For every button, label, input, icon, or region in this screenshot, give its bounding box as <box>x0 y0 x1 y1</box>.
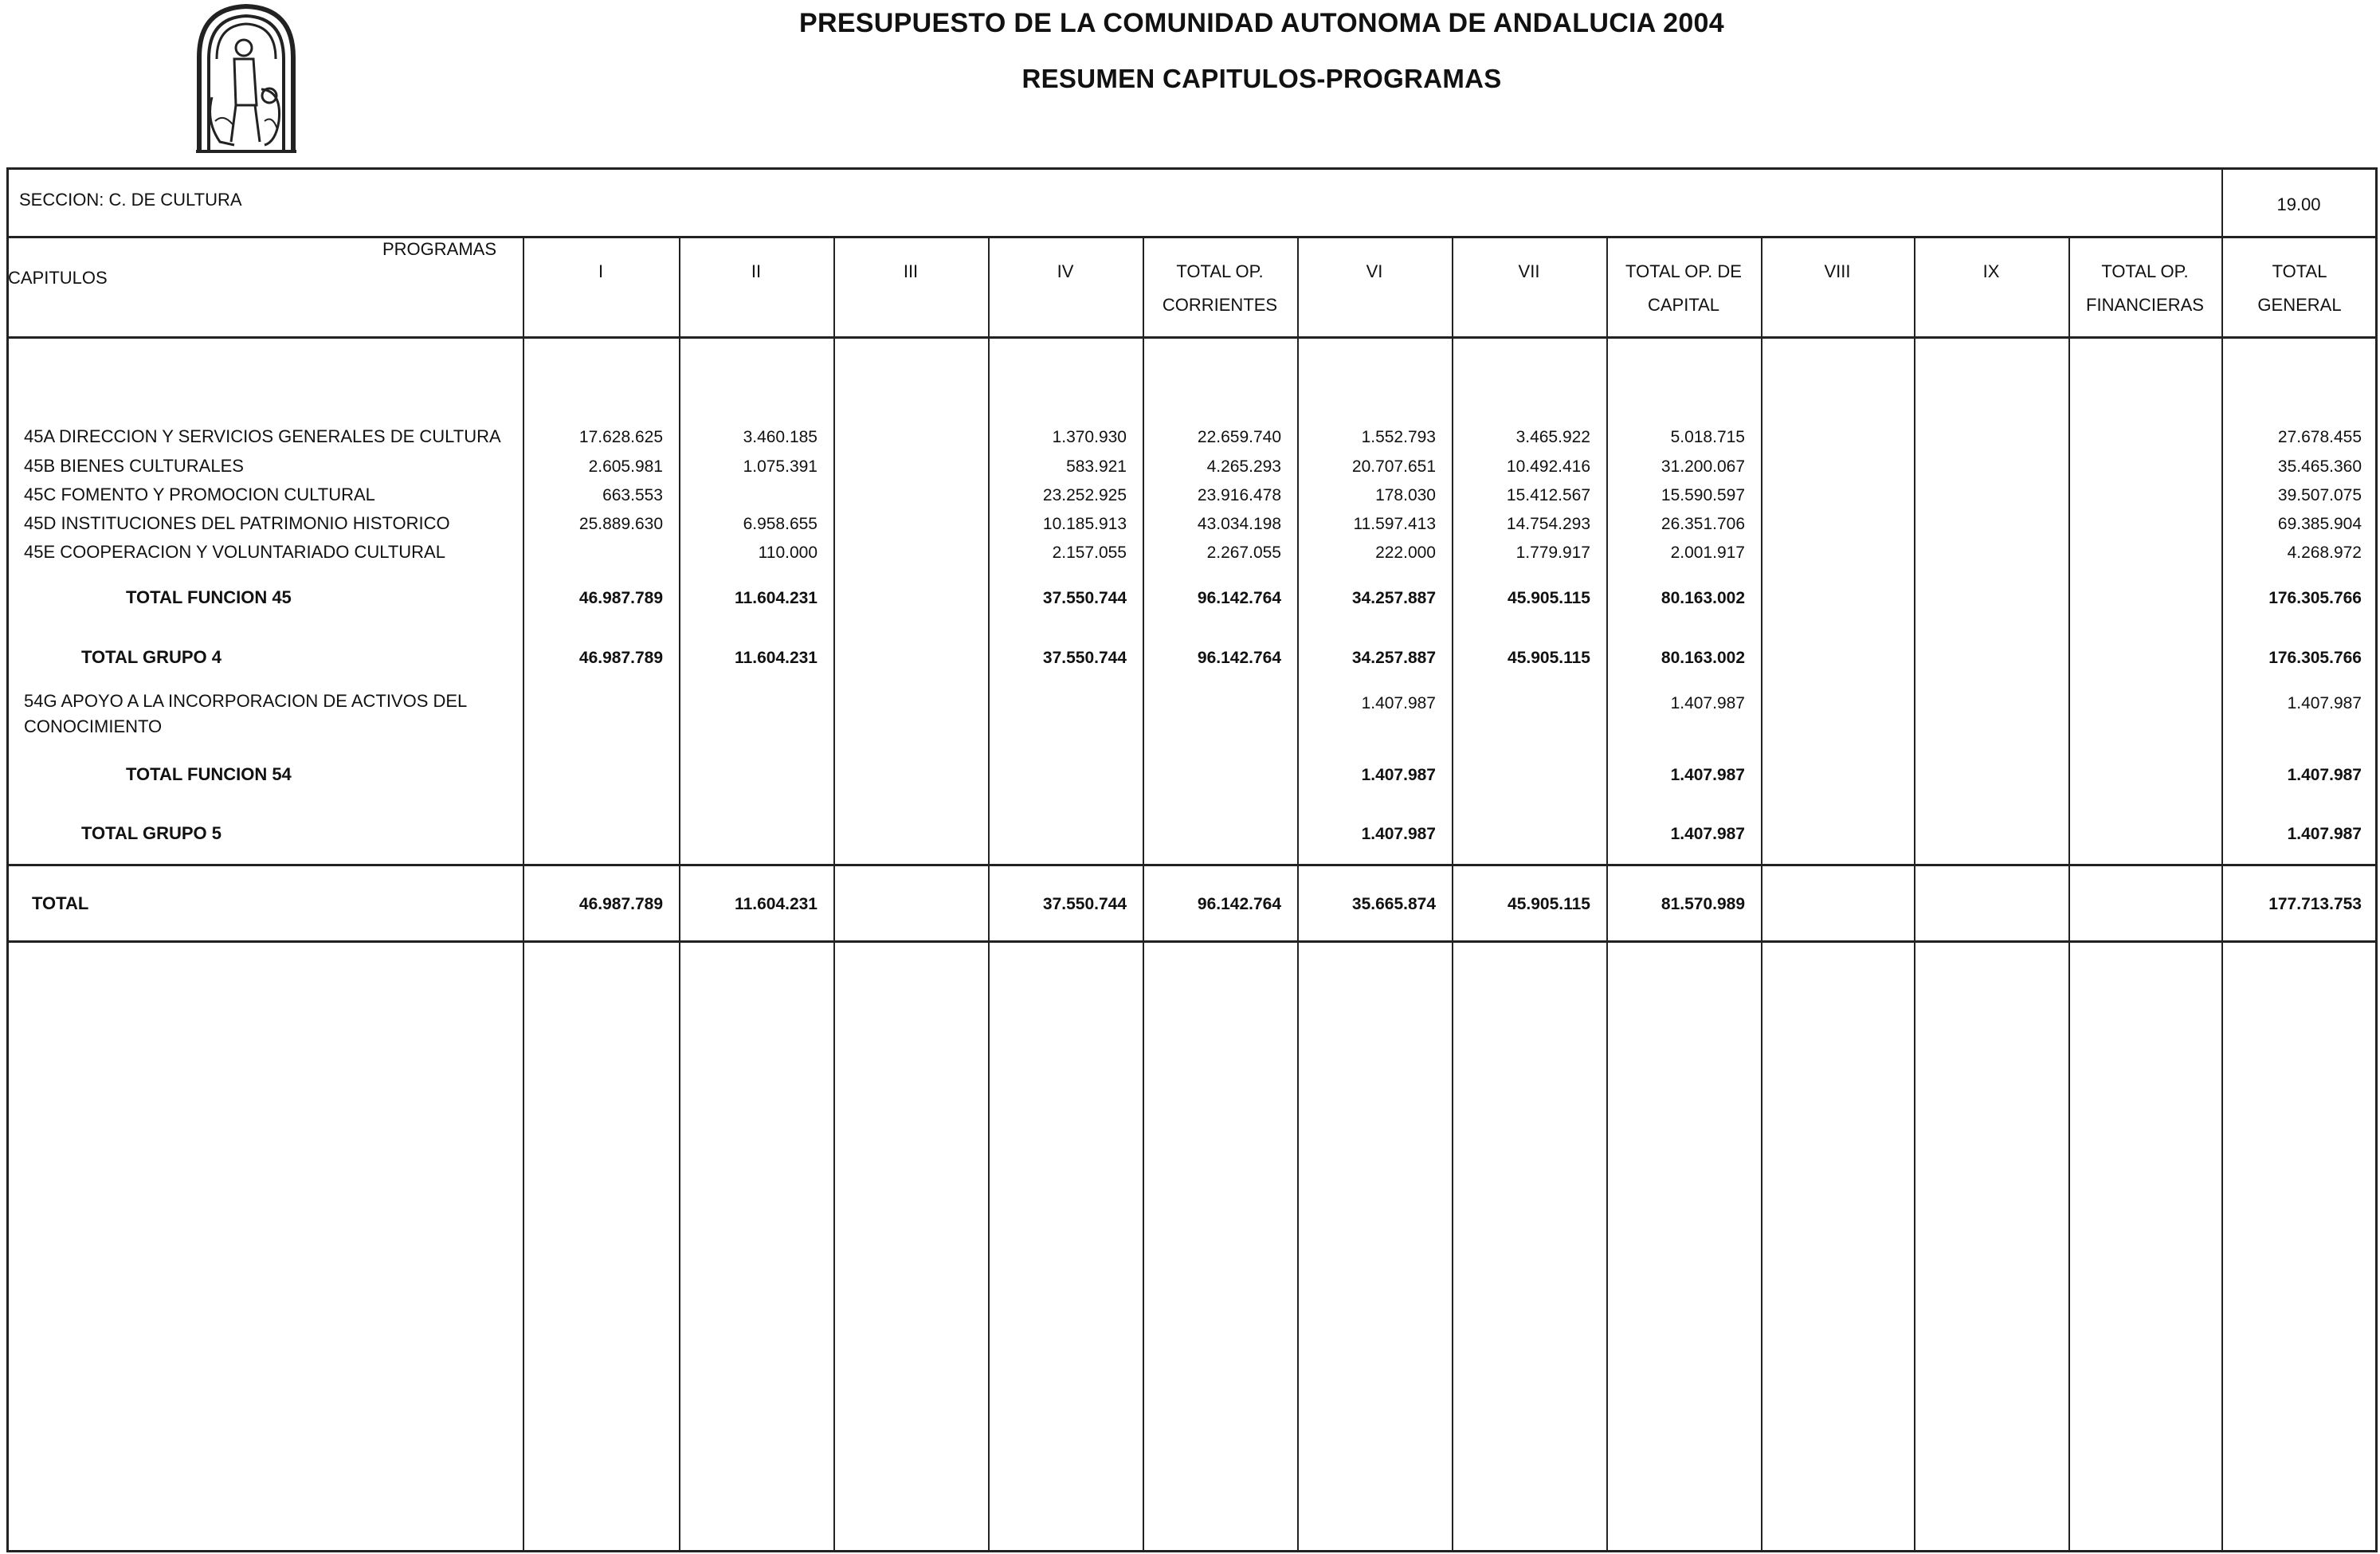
row-label: 45D INSTITUCIONES DEL PATRIMONIO HISTORICO <box>24 513 450 533</box>
row-label: TOTAL GRUPO 4 <box>81 647 222 667</box>
row-label: TOTAL FUNCION 54 <box>126 764 292 784</box>
table-cell: 3.465.922 <box>1515 428 1590 446</box>
column-header-line1: III <box>903 261 919 281</box>
total-top-divider <box>6 864 2378 866</box>
column-header-line1: TOTAL OP. <box>2101 261 2189 281</box>
row-label: 45B BIENES CULTURALES <box>24 456 244 476</box>
table-cell: 176.305.766 <box>2268 649 2362 667</box>
column-header-line2: GENERAL <box>2257 295 2342 315</box>
table-cell: 10.492.416 <box>1506 457 1590 476</box>
budget-table-frame <box>6 167 2378 1552</box>
table-cell: 80.163.002 <box>1661 589 1745 607</box>
column-header-line1: TOTAL OP. DE <box>1625 261 1742 281</box>
row-label: 45A DIRECCION Y SERVICIOS GENERALES DE CULTURA <box>24 426 501 446</box>
column-header <box>2068 255 2221 322</box>
table-cell: 6.958.655 <box>743 515 818 533</box>
row-label: 45C FOMENTO Y PROMOCION CULTURAL <box>24 485 375 504</box>
column-divider <box>1914 236 1915 1552</box>
row-label-continuation: CONOCIMIENTO <box>24 716 163 736</box>
row-label: 45E COOPERACION Y VOLUNTARIADO CULTURAL <box>24 542 445 562</box>
table-cell: 81.570.989 <box>1661 895 1745 913</box>
column-header-line2: CAPITAL <box>1647 295 1720 315</box>
table-cell: 27.678.455 <box>2277 428 2362 446</box>
column-header-line1: VI <box>1366 261 1383 281</box>
table-cell: 1.407.987 <box>2287 766 2362 784</box>
table-cell: 45.905.115 <box>1508 589 1590 607</box>
header-divider <box>6 336 2378 339</box>
table-cell: 80.163.002 <box>1661 649 1745 667</box>
column-divider <box>2068 236 2070 1552</box>
table-cell: 177.713.753 <box>2268 895 2362 913</box>
total-bottom-divider <box>6 940 2378 943</box>
column-header-line1: VIII <box>1824 261 1851 281</box>
section-label: SECCION: C. DE CULTURA <box>19 190 242 210</box>
column-header-line2: FINANCIERAS <box>2086 295 2204 315</box>
table-cell: 96.142.764 <box>1197 895 1281 913</box>
table-cell: 4.268.972 <box>2287 544 2362 562</box>
table-cell: 1.407.987 <box>1361 766 1436 784</box>
row-label: TOTAL FUNCION 45 <box>126 587 292 607</box>
column-header <box>679 255 833 288</box>
table-cell: 37.550.744 <box>1042 589 1127 607</box>
table-cell: 22.659.740 <box>1197 428 1281 446</box>
table-cell: 1.407.987 <box>2287 825 2362 843</box>
table-cell: 1.075.391 <box>743 457 818 476</box>
table-cell: 43.034.198 <box>1197 515 1281 533</box>
table-cell: 2.605.981 <box>588 457 663 476</box>
table-cell: 31.200.067 <box>1661 457 1745 476</box>
table-cell: 46.987.789 <box>578 589 663 607</box>
table-cell: 1.370.930 <box>1052 428 1127 446</box>
table-cell: 37.550.744 <box>1042 649 1127 667</box>
column-header-line1: TOTAL <box>2272 261 2327 281</box>
table-cell: 583.921 <box>1066 457 1127 476</box>
table-cell: 69.385.904 <box>2277 515 2362 533</box>
column-header <box>1606 255 1761 322</box>
table-cell: 96.142.764 <box>1197 649 1281 667</box>
table-cell: 1.407.987 <box>1670 694 1745 712</box>
table-cell: 35.665.874 <box>1351 895 1436 913</box>
table-cell: 39.507.075 <box>2277 486 2362 504</box>
page-title: PRESUPUESTO DE LA COMUNIDAD AUTONOMA DE ANDALUCIA 2004 <box>799 8 1724 38</box>
column-divider <box>1761 236 1762 1552</box>
table-cell: 11.597.413 <box>1353 515 1436 533</box>
section-code: 19.00 <box>2276 194 2321 214</box>
total-row-label: TOTAL <box>32 893 89 913</box>
column-header <box>2221 255 2378 322</box>
table-cell: 1.407.987 <box>2287 694 2362 712</box>
table-cell: 45.905.115 <box>1508 895 1590 913</box>
table-cell: 96.142.764 <box>1197 589 1281 607</box>
table-cell: 23.916.478 <box>1197 486 1281 504</box>
table-cell: 46.987.789 <box>578 649 663 667</box>
corner-programas: PROGRAMAS <box>382 239 497 259</box>
table-cell: 110.000 <box>758 544 818 562</box>
table-cell: 10.185.913 <box>1042 515 1127 533</box>
row-label: TOTAL GRUPO 5 <box>81 823 222 843</box>
table-cell: 20.707.651 <box>1351 457 1436 476</box>
table-cell: 34.257.887 <box>1351 649 1436 667</box>
column-header-line1: VII <box>1518 261 1540 281</box>
table-cell: 3.460.185 <box>743 428 818 446</box>
page-subtitle: RESUMEN CAPITULOS-PROGRAMAS <box>1021 64 1502 93</box>
table-cell: 25.889.630 <box>578 515 663 533</box>
table-cell: 2.157.055 <box>1052 544 1127 562</box>
table-cell: 35.465.360 <box>2277 457 2362 476</box>
table-cell: 5.018.715 <box>1670 428 1745 446</box>
table-cell: 2.001.917 <box>1670 544 1745 562</box>
section-divider <box>6 236 2378 238</box>
column-header <box>1452 255 1606 288</box>
table-cell: 1.552.793 <box>1361 428 1436 446</box>
column-header-line1: I <box>598 261 604 281</box>
table-cell: 4.265.293 <box>1206 457 1281 476</box>
column-divider <box>833 236 835 1552</box>
table-cell: 46.987.789 <box>578 895 663 913</box>
row-label: 54G APOYO A LA INCORPORACION DE ACTIVOS DEL <box>24 691 468 711</box>
table-cell: 11.604.231 <box>735 649 818 667</box>
table-cell: 2.267.055 <box>1206 544 1281 562</box>
table-cell: 34.257.887 <box>1351 589 1436 607</box>
table-cell: 17.628.625 <box>578 428 663 446</box>
column-header <box>1143 255 1297 322</box>
corner-capitulos: CAPITULOS <box>8 268 108 288</box>
table-cell: 26.351.706 <box>1661 515 1745 533</box>
column-header <box>1761 255 1914 288</box>
table-cell: 1.407.987 <box>1361 694 1436 712</box>
table-cell: 222.000 <box>1375 544 1436 562</box>
table-cell: 14.754.293 <box>1506 515 1590 533</box>
column-header <box>988 255 1143 288</box>
column-header <box>833 255 988 288</box>
table-cell: 176.305.766 <box>2268 589 2362 607</box>
column-header-line2: CORRIENTES <box>1162 295 1278 315</box>
table-cell: 178.030 <box>1375 486 1436 504</box>
table-cell: 23.252.925 <box>1042 486 1127 504</box>
table-cell: 1.407.987 <box>1361 825 1436 843</box>
table-cell: 663.553 <box>602 486 663 504</box>
column-header-line1: TOTAL OP. <box>1176 261 1264 281</box>
table-cell: 15.590.597 <box>1661 486 1745 504</box>
table-cell: 1.407.987 <box>1670 766 1745 784</box>
column-header <box>1914 255 2068 288</box>
column-header <box>523 255 679 288</box>
column-header-line1: IV <box>1057 261 1074 281</box>
column-header-line1: IX <box>1982 261 2000 281</box>
table-cell: 15.412.567 <box>1506 486 1590 504</box>
table-cell: 11.604.231 <box>735 589 818 607</box>
column-header-line1: II <box>751 261 762 281</box>
table-cell: 11.604.231 <box>735 895 818 913</box>
table-cell: 45.905.115 <box>1508 649 1590 667</box>
table-cell: 1.407.987 <box>1670 825 1745 843</box>
table-cell: 37.550.744 <box>1042 895 1127 913</box>
table-cell: 1.779.917 <box>1515 544 1590 562</box>
column-header <box>1297 255 1452 288</box>
